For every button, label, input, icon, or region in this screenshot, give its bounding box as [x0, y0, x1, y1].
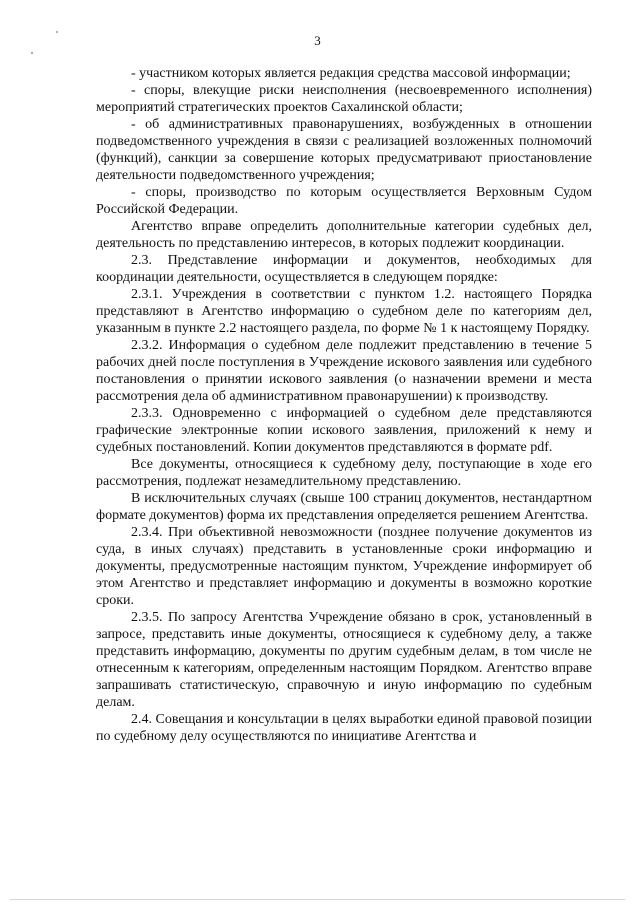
paragraph-supreme-court: - споры, производство по которым осуществляется Верховным Судом Российской Федерации.	[96, 185, 592, 217]
page-number: 3	[314, 33, 321, 48]
scan-speck	[31, 52, 33, 54]
paragraph-2-3-3: 2.3.3. Одновременно с информацией о судебном деле представляются графические электронные копии искового заявления, приложений к нему и судебных постановлений. Копии документов представляются в формате pdf.	[96, 406, 592, 455]
paragraph-administrative-offenses: - об административных правонарушениях, возбужденных в отношении подведомственного учреждения в связи с реализацией возложенных полномочий (функций), санкции за совершение которых предусматривают приостановление деятельности подведомственного учреждения;	[96, 117, 592, 183]
paragraph-2-3-4: 2.3.4. При объективной невозможности (позднее получение документов из суда, в иных случаях) представить в установленные сроки информацию и документы, предусмотренные настоящим пунктом, Учреждение информирует об этом Агентство и представляет информацию и документы в возможно короткие сроки.	[96, 525, 592, 608]
paragraph-2-3-1: 2.3.1. Учреждения в соответствии с пунктом 1.2. настоящего Порядка представляют в Агентство информацию о судебном деле по категориям дел, указанным в пункте 2.2 настоящего раздела, по форме № 1 к настоящему Порядку.	[96, 287, 592, 336]
paragraph-2-3-2: 2.3.2. Информация о судебном деле подлежит представлению в течение 5 рабочих дней после поступления в Учреждение искового заявления или судебного постановления о принятии искового заявления (о назначении времени и места рассмотрения дела об административном правонарушении) к производству.	[96, 338, 592, 404]
paragraph-exceptional-cases: В исключительных случаях (свыше 100 страниц документов, нестандартном формате документов) форма их представления определяется решением Агентства.	[96, 491, 592, 523]
paragraph-mass-media: - участником которых является редакция средства массовой информации;	[131, 66, 571, 81]
paragraph-strategic-projects: - споры, влекущие риски неисполнения (несвоевременного исполнения) мероприятий стратегических проектов Сахалинской области;	[96, 83, 592, 115]
paragraph-2-3: 2.3. Представление информации и документов, необходимых для координации деятельности, осуществляется в следующем порядке:	[96, 253, 592, 285]
paragraph-2-4: 2.4. Совещания и консультации в целях выработки единой правовой позиции по судебному делу осуществляются по инициативе Агентства и	[96, 712, 592, 744]
paragraph-2-3-5: 2.3.5. По запросу Агентства Учреждение обязано в срок, установленный в запросе, представить иные документы, относящиеся к судебному делу, а также представить информацию, документы по другим судебным делам, в том числе не отнесенным к категориям, определенным настоящим Порядком. Агентство вправе запрашивать статистическую, справочную и иную информацию по судебным делам.	[96, 610, 592, 710]
document-body	[96, 65, 592, 745]
paragraph-additional-categories: Агентство вправе определить дополнительные категории судебных дел, деятельность по представлению интересов, в которых подлежит координации.	[96, 219, 592, 251]
scan-edge-line	[10, 899, 625, 900]
paragraph-all-documents: Все документы, относящиеся к судебному делу, поступающие в ходе его рассмотрения, подлежат незамедлительному представлению.	[96, 457, 592, 489]
